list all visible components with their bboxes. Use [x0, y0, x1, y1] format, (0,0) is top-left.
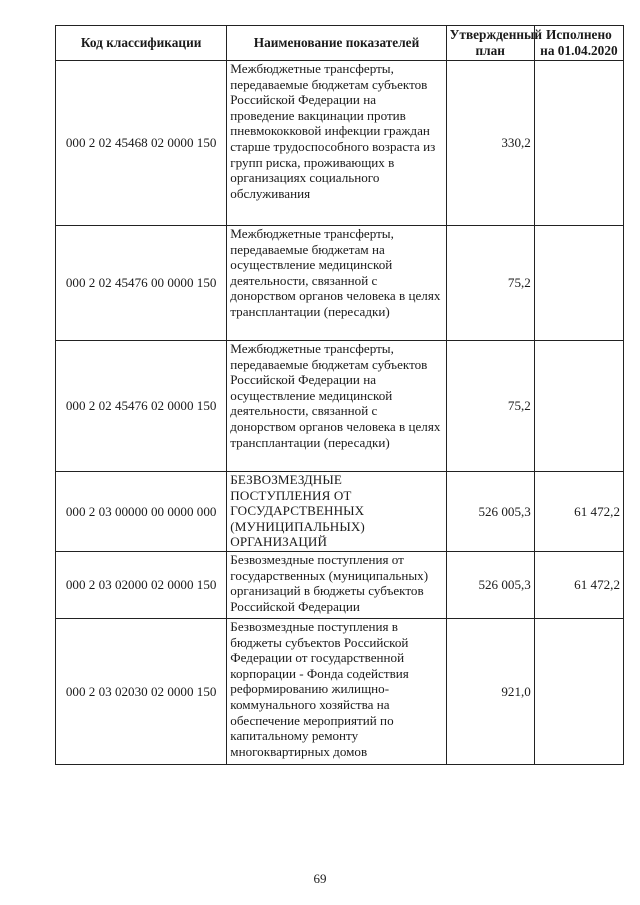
row-name: Безвозмездные поступления в бюджеты субъектов Российской Федерации от государственной корпорации - Фонда содействия реформированию жилищно-коммунального хозяйства на обеспечение мероприятий по капитальному ремонту многоквартирных домов	[227, 619, 446, 765]
table-header-row	[56, 26, 624, 61]
table-row	[56, 341, 624, 472]
row-plan: 526 005,3	[446, 552, 534, 619]
row-code: 000 2 02 45476 00 0000 150	[56, 226, 227, 341]
header-done	[534, 26, 623, 61]
row-code: 000 2 03 02030 02 0000 150	[56, 619, 227, 765]
row-plan: 921,0	[446, 619, 534, 765]
page-number: 69	[313, 871, 327, 886]
header-plan	[446, 26, 543, 61]
header-done-line1: Исполнено	[546, 27, 612, 42]
table-row	[56, 472, 624, 552]
row-name: Межбюджетные трансферты, передаваемые бюджетам на осуществление медицинской деятельности, связанной с донорством органов человека в целях трансплантации (пересадки)	[227, 226, 446, 341]
row-code: 000 2 03 02000 02 0000 150	[56, 552, 227, 619]
row-name: БЕЗВОЗМЕЗДНЫЕ ПОСТУПЛЕНИЯ ОТ ГОСУДАРСТВЕННЫХ (МУНИЦИПАЛЬНЫХ) ОРГАНИЗАЦИЙ	[227, 472, 446, 552]
row-plan: 75,2	[446, 226, 534, 341]
row-done	[534, 226, 623, 341]
header-plan-line1: Утвержденный	[449, 27, 543, 42]
table-row	[56, 552, 624, 619]
row-plan: 526 005,3	[446, 472, 534, 552]
table-row	[56, 619, 624, 765]
row-done	[534, 619, 623, 765]
header-code: Код классификации	[56, 26, 227, 61]
row-code: 000 2 02 45476 02 0000 150	[56, 341, 227, 472]
row-code: 000 2 03 00000 00 0000 000	[56, 472, 227, 552]
table-row	[56, 61, 624, 226]
row-done: 61 472,2	[534, 552, 623, 619]
table-row	[56, 226, 624, 341]
row-plan: 75,2	[446, 341, 534, 472]
row-done: 61 472,2	[534, 472, 623, 552]
header-plan-line2: план	[475, 43, 505, 58]
header-done-line2: на 01.04.2020	[540, 43, 618, 58]
header-name: Наименование показателей	[227, 26, 446, 61]
row-done	[534, 61, 623, 226]
row-done	[534, 341, 623, 472]
row-name: Безвозмездные поступления от государственных (муниципальных) организаций в бюджеты субъектов Российской Федерации	[227, 552, 446, 619]
row-name: Межбюджетные трансферты, передаваемые бюджетам субъектов Российской Федерации на проведение вакцинации против пневмококковой инфекции граждан старше трудоспособного возраста из групп риска, проживающих в организациях социального обслуживания	[227, 61, 446, 226]
row-code: 000 2 02 45468 02 0000 150	[56, 61, 227, 226]
row-plan: 330,2	[446, 61, 534, 226]
budget-table	[55, 25, 624, 765]
row-name: Межбюджетные трансферты, передаваемые бюджетам субъектов Российской Федерации на осуществление медицинской деятельности, связанной с донорством органов человека в целях трансплантации (пересадки)	[227, 341, 446, 472]
